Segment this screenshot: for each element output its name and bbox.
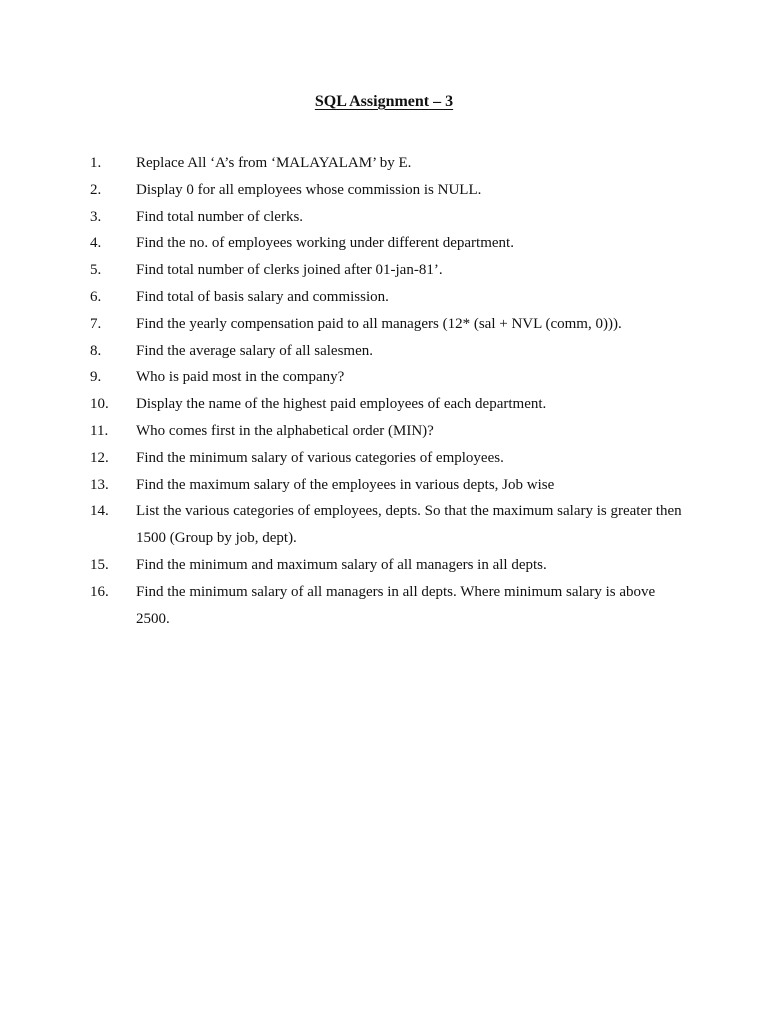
list-item	[90, 472, 690, 499]
item-number: 1.	[90, 155, 102, 171]
list-item	[90, 338, 690, 365]
item-number: 7.	[90, 315, 102, 332]
item-number: 10.	[90, 396, 109, 413]
item-text: Find the no. of employees working under different department.	[136, 235, 514, 252]
list-item	[90, 230, 690, 257]
list-item	[90, 150, 690, 177]
item-number: 13.	[90, 476, 109, 493]
item-text: Replace All ‘A’s from ‘MALAYALAM’ by E.	[136, 155, 412, 171]
item-text: Display the name of the highest paid employees of each department.	[136, 396, 547, 413]
item-number: 14.	[90, 503, 109, 520]
item-text: Who is paid most in the company?	[136, 369, 345, 386]
item-text: Find total number of clerks joined after 01-jan-81’.	[136, 262, 443, 279]
list-item	[90, 204, 690, 231]
list-item	[90, 552, 690, 579]
item-number: 3.	[90, 208, 102, 225]
item-number: 6.	[90, 288, 102, 305]
list-item	[90, 177, 690, 204]
list-item	[90, 498, 690, 552]
item-text: Find the average salary of all salesmen.	[136, 342, 373, 359]
item-text: Display 0 for all employees whose commission is NULL.	[136, 181, 482, 198]
item-text: Find total of basis salary and commission.	[136, 288, 389, 305]
list-item	[90, 579, 690, 633]
list-item	[90, 284, 690, 311]
list-item	[90, 364, 690, 391]
item-text: Find the yearly compensation paid to all managers (12* (sal + NVL (comm, 0))).	[136, 315, 622, 332]
item-number: 15.	[90, 556, 109, 573]
list-item	[90, 257, 690, 284]
page-title: SQL Assignment – 3	[314, 93, 454, 110]
item-text: Who comes first in the alphabetical order (MIN)?	[136, 422, 434, 439]
question-list	[90, 150, 690, 632]
item-number: 8.	[90, 342, 102, 359]
item-text: Find the maximum salary of the employees in various depts, Job wise	[136, 476, 555, 493]
list-item	[90, 418, 690, 445]
list-item	[90, 311, 690, 338]
item-number: 11.	[90, 422, 109, 439]
item-number: 12.	[90, 449, 109, 466]
item-text: List the various categories of employees, depts. So that the maximum salary is greater then 1500 (Group by job, dept).	[136, 503, 682, 547]
item-number: 16.	[90, 583, 109, 600]
item-number: 9.	[90, 369, 102, 386]
item-text: Find the minimum and maximum salary of all managers in all depts.	[136, 556, 547, 573]
list-item	[90, 391, 690, 418]
list-item	[90, 445, 690, 472]
item-number: 2.	[90, 181, 102, 198]
item-text: Find the minimum salary of various categories of employees.	[136, 449, 504, 466]
item-number: 4.	[90, 235, 102, 252]
item-number: 5.	[90, 262, 102, 279]
item-text: Find the minimum salary of all managers in all depts. Where minimum salary is above 2500.	[136, 583, 656, 627]
item-text: Find total number of clerks.	[136, 208, 304, 225]
